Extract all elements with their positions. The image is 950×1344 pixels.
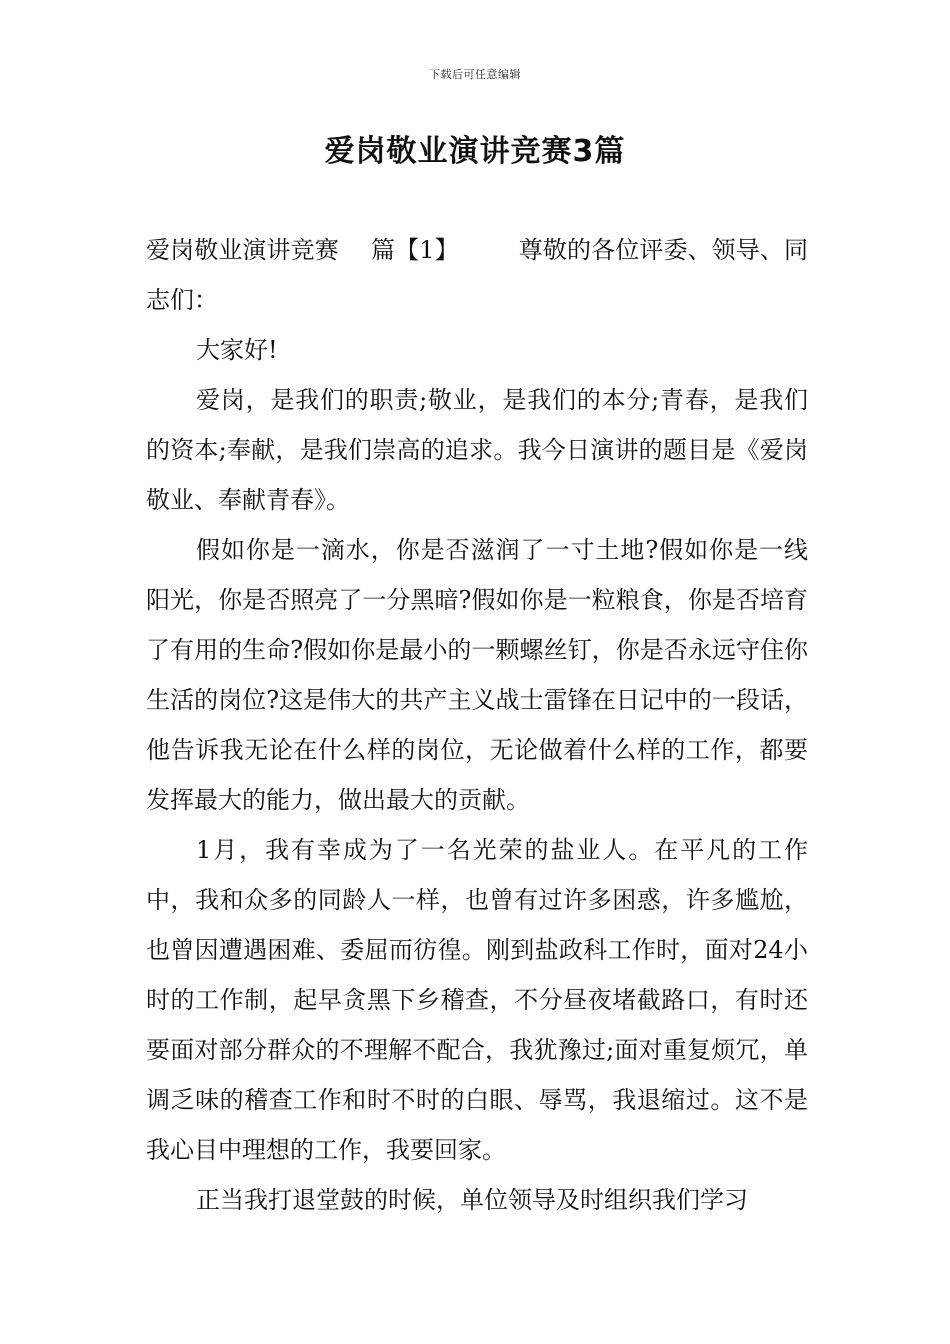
salutation: 尊敬的各位评委、领导、同志们：: [146, 236, 809, 314]
section-part-label: 篇【1】: [370, 236, 459, 264]
header-note: 下载后可任意编辑: [429, 68, 521, 81]
document-body: [146, 225, 808, 1225]
paragraph-greeting: 大家好!: [196, 336, 278, 364]
paragraph-3: 1月，我有幸成为了一名光荣的盐业人。在平凡的工作中，我和众多的同龄人一样，也曾有过许多困惑，许多尴尬，也曾因遭遇困难、委屈而彷徨。刚到盐政科工作时，面对24小时的工作制，起早贪黑下乡稽查，不分昼夜堵截路口，有时还要面对部分群众的不理解不配合，我犹豫过;面对重复烦冗，单调乏味的稽查工作和时不时的白眼、辱骂，我退缩过。这不是我心目中理想的工作，我要回家。: [146, 836, 808, 1164]
paragraph-4: 正当我打退堂鼓的时候，单位领导及时组织我们学习: [196, 1186, 748, 1214]
document-title: 爱岗敬业演讲竞赛3篇: [324, 134, 626, 169]
section-heading-label: 爱岗敬业演讲竞赛: [146, 236, 339, 264]
paragraph-2: 假如你是一滴水，你是否滋润了一寸土地?假如你是一线阳光，你是否照亮了一分黑暗?假如你是一粒粮食，你是否培育了有用的生命?假如你是最小的一颗螺丝钉，你是否永远守住你生活的岗位?这是伟大的共产主义战士雷锋在日记中的一段话，他告诉我无论在什么样的岗位，无论做着什么样的工作，都要发挥最大的能力，做出最大的贡献。: [146, 536, 808, 814]
intro-paragraph: [146, 225, 808, 325]
paragraph-1: 爱岗，是我们的职责;敬业，是我们的本分;青春，是我们的资本;奉献，是我们崇高的追求。我今日演讲的题目是《爱岗敬业、奉献青春》。: [146, 386, 808, 514]
